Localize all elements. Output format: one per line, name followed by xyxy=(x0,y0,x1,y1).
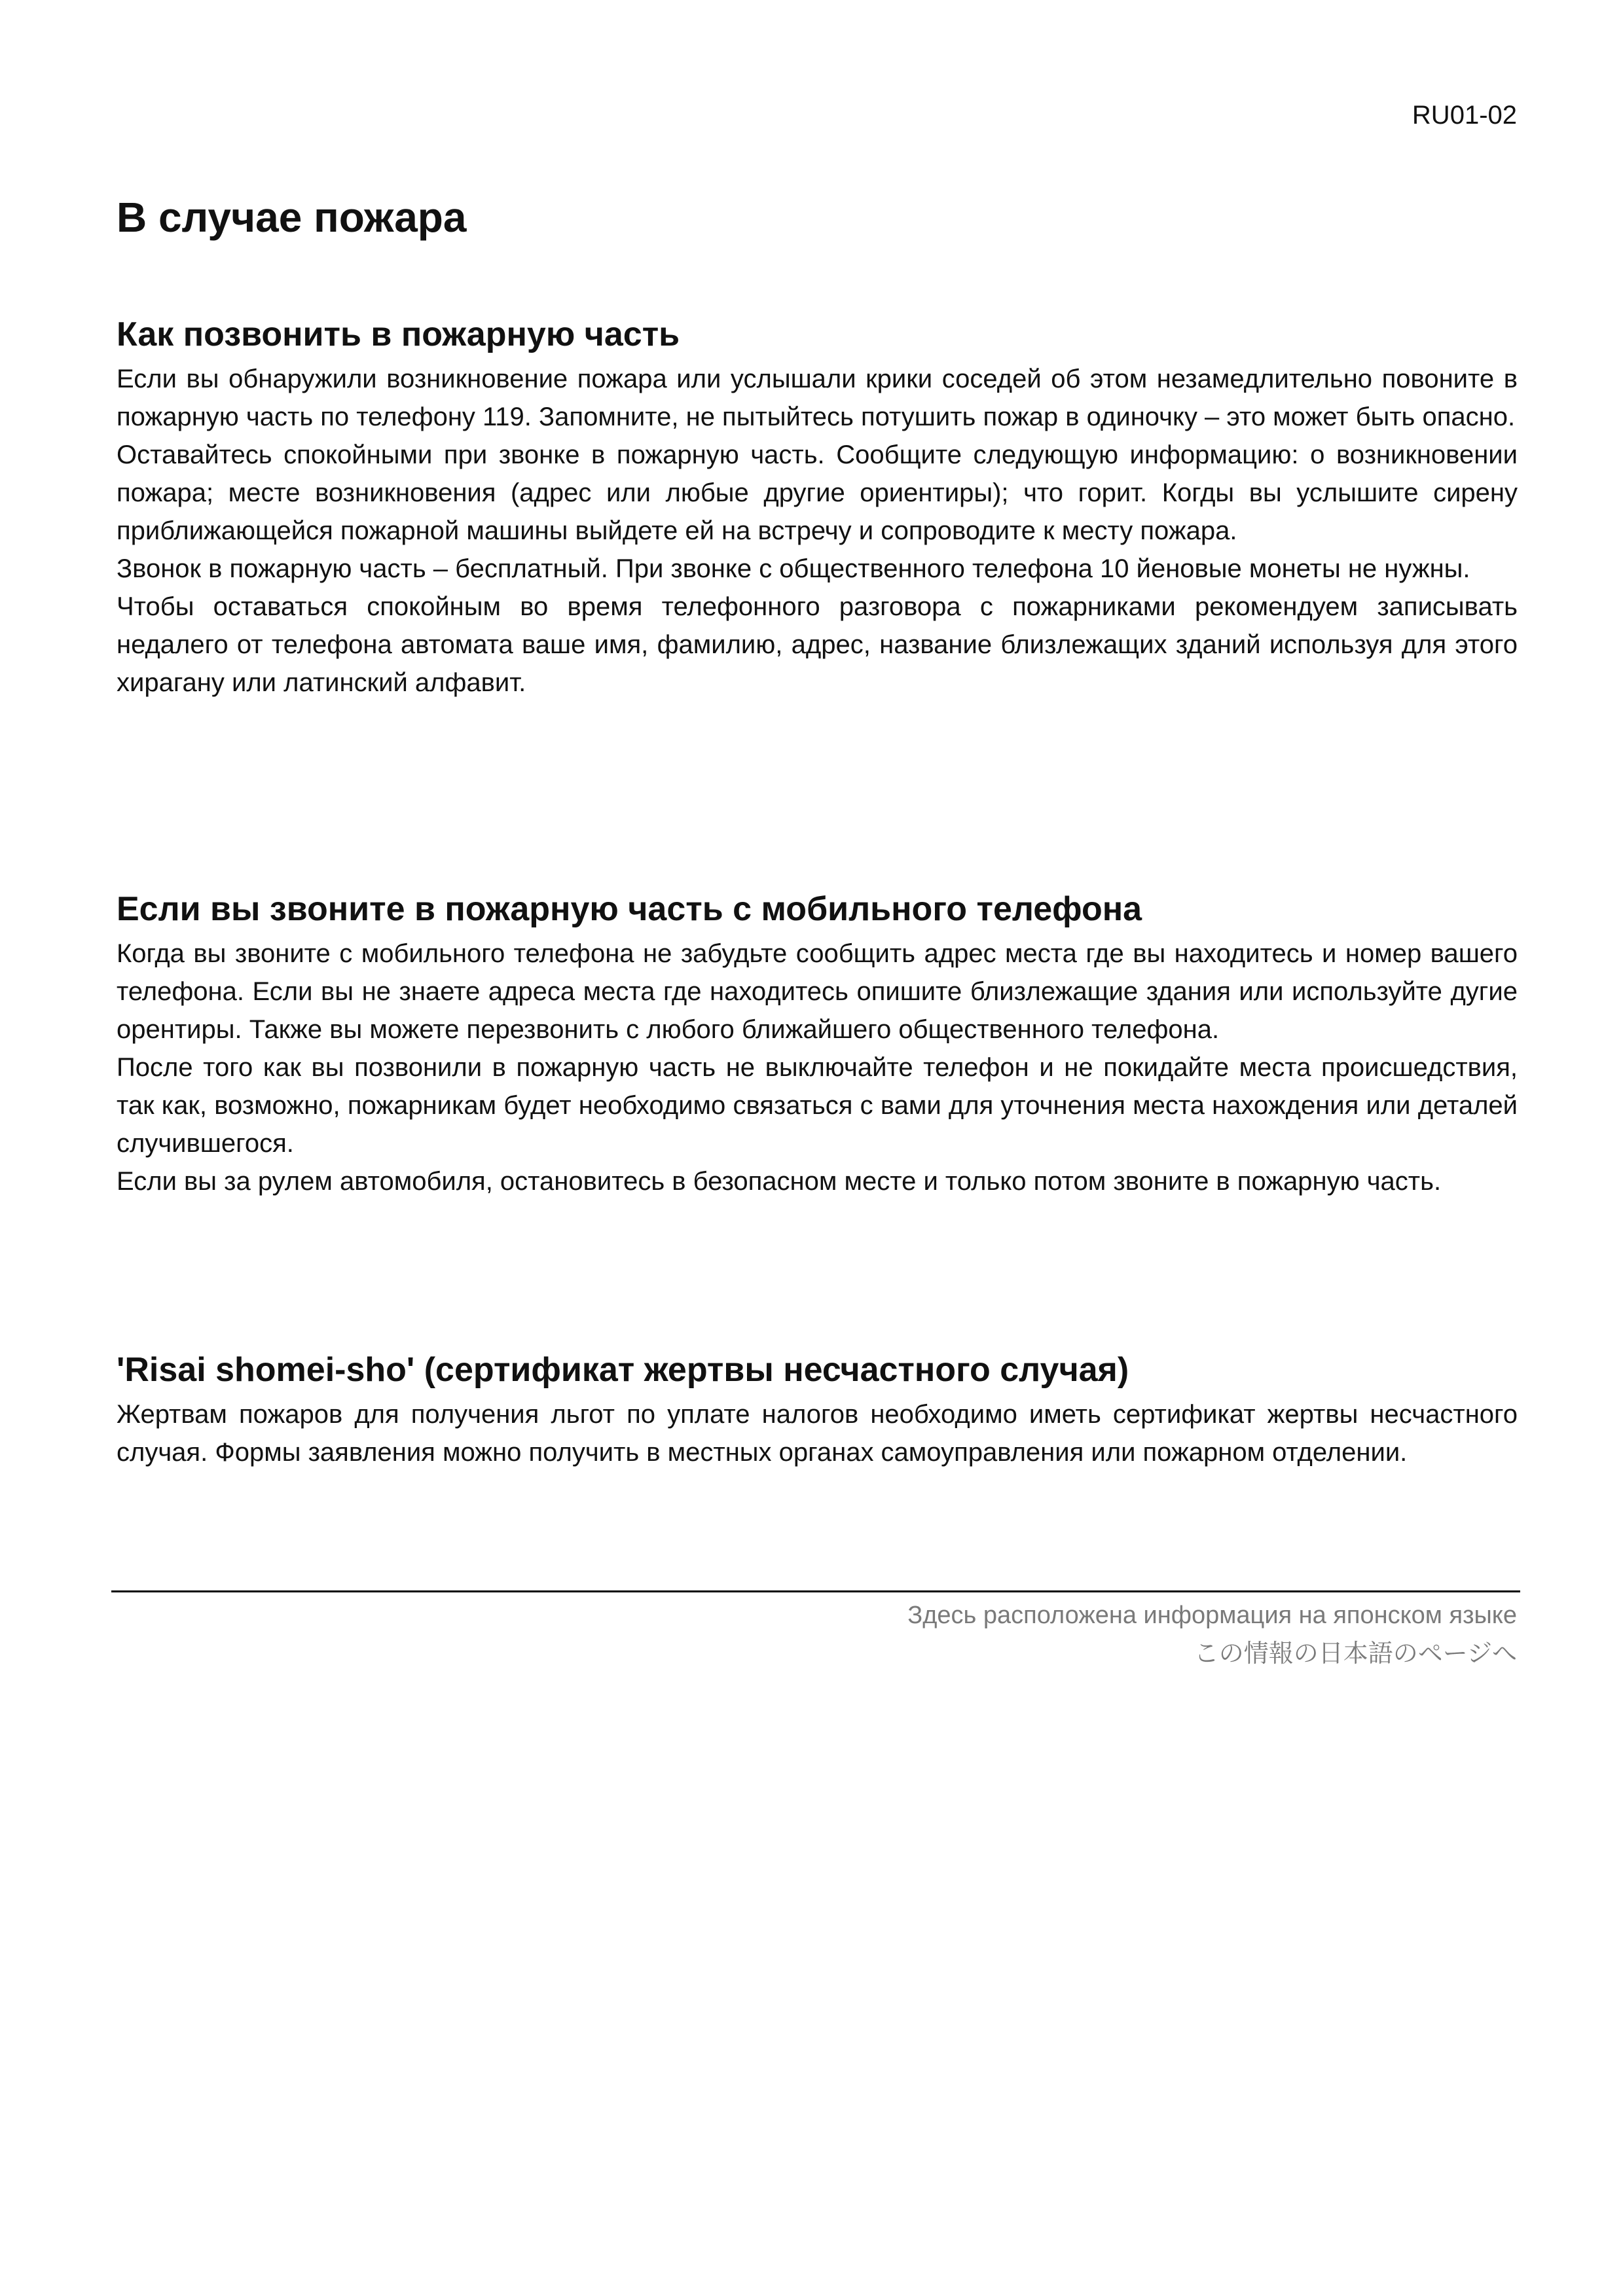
paragraph: Звонок в пожарную часть – бесплатный. При звонке с общественного телефона 10 йеновые монеты не нужны. xyxy=(117,554,1470,583)
japanese-page-link-ja[interactable]: この情報の日本語のページへ xyxy=(1194,1639,1517,1668)
japanese-info-link-ru[interactable]: Здесь расположена информация на японском языке xyxy=(907,1602,1517,1629)
paragraph: Оставайтесь спокойными при звонке в пожарную часть. Сообщите следующую информацию: о возникновении пожара; месте возникновения (адрес или любые другие ориентиры); что горит. Когды вы услышите сирену приближающейся пожарной машины выйдете ей на встречу и сопроводите к месту пожара. xyxy=(117,440,1518,545)
paragraph: Если вы за рулем автомобиля, остановитесь в безопасном месте и только потом звоните в пожарную часть. xyxy=(117,1167,1442,1196)
section-how-to-call xyxy=(117,313,1518,702)
paragraph: После того как вы позвонили в пожарную часть не выключайте телефон и не покидайте места происшедствия, так как, возможно, пожарникам будет необходимо связаться с вами для уточнения места нахождения или деталей случившегося. xyxy=(117,1053,1518,1158)
section-heading: Как позвонить в пожарную часть xyxy=(117,315,680,353)
paragraph: Если вы обнаружили возникновение пожара или услышали крики соседей об этом незамедлительно повоните в пожарную часть по телефону 119. Запомните, не пытыйтесь потушить пожар в одиночку – это может быть опасно. xyxy=(117,365,1518,431)
paragraph: Жертвам пожаров для получения льгот по уплате налогов необходимо иметь сертификат жертвы несчастного случая. Формы заявления можно получить в местных органах самоуправления или пожарном отделении. xyxy=(117,1400,1518,1467)
section-risai-shomei-sho xyxy=(117,1348,1518,1471)
paragraph: Чтобы оставаться спокойным во время телефонного разговора с пожарниками рекомендуем записывать недалего от телефона автомата ваше имя, фамилию, адрес, название близлежащих зданий используя для этого хирагану или латинский алфавит. xyxy=(117,592,1518,697)
section-heading: 'Risai shomei-sho' (сертификат жертвы несчастного случая) xyxy=(117,1351,1129,1389)
page-title: В случае пожара xyxy=(117,194,467,241)
footer-divider xyxy=(111,1590,1520,1592)
section-mobile-phone xyxy=(117,888,1518,1200)
section-heading: Если вы звоните в пожарную часть с мобильного телефона xyxy=(117,890,1142,928)
document-code: RU01-02 xyxy=(1412,101,1517,130)
paragraph: Когда вы звоните с мобильного телефона не забудьте сообщить адрес места где вы находитесь и номер вашего телефона. Если вы не знаете адреса места где находитесь опишите близлежащие здания или используйте дугие орентиры. Также вы можете перезвонить с любого ближайшего общественного телефона. xyxy=(117,939,1518,1044)
